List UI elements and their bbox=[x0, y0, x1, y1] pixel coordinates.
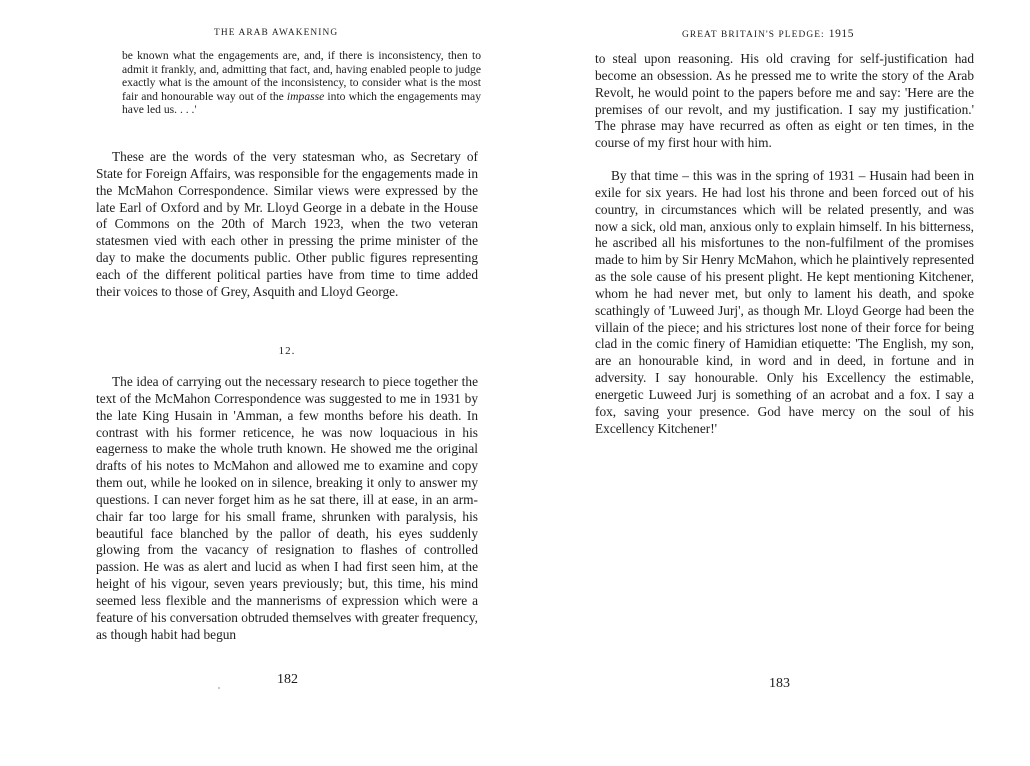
running-head-year: 1915 bbox=[828, 28, 855, 40]
body-paragraph: to steal upon reasoning. His old craving for self-justification had become an obsession. As he pressed me to write the story of the Arab Revolt, he would point to the papers before me and say: 'Here are the premises of our revolt, and my justification. I say my justification.' The phrase may have recurred as often as eight or ten times, in the course of my first hour with him. bbox=[595, 51, 974, 151]
print-speck bbox=[218, 687, 220, 689]
body-paragraph: The idea of carrying out the necessary research to piece together the text of the McMahon Correspondence was suggested to me in 1931 by the late King Husain in 'Amman, a few months before his death. In contrast with his former reticence, he was now loquacious in his eagerness to make the whole truth known. He showed me the original drafts of his notes to McMahon and allowed me to examine and copy them out, while he looked on in silence, breaking it only to answer my questions. I can never forget him as he sat there, ill at ease, in an arm-chair far too large for his small frame, shrunken with paralysis, his beautiful face blanched by the pallor of death, his eyes suddenly glowing from the vacancy of resignation to flashes of controlled passion. He was as alert and lucid as when I had first seen him, at the height of his vigour, seven years previously; but, this time, his mind seemed less flexible and the mannerisms of expression which were a feature of his conversation obtruded themselves with greater frequency, as though habit had begun bbox=[96, 374, 478, 642]
page-number: 182 bbox=[277, 672, 298, 687]
running-head: THE ARAB AWAKENING bbox=[214, 28, 339, 38]
page-number: 183 bbox=[769, 676, 790, 691]
block-quote: be known what the engagements are, and, if there is inconsistency, then to admit it frankly, and, admitting that fact, and, having enabled people to judge exactly what is the amount of the inconsistency, to consider what is the most fair and honourable way out of the impasse into which the engagements may have led us. . . .' bbox=[122, 49, 481, 117]
right-page bbox=[515, 0, 1030, 766]
running-head-title: GREAT BRITAIN'S PLEDGE: bbox=[682, 30, 825, 40]
italic-word: impasse bbox=[286, 89, 325, 103]
running-head bbox=[682, 28, 854, 40]
body-paragraph: By that time – this was in the spring of 1931 – Husain had been in exile for six years. He had lost his throne and been forced out of his country, in circumstances which will be related presently, and was now a sick, old man, anxious only to explain himself. In his bitterness, he ascribed all his misfortunes to the non-fulfilment of the promises made to him by Sir Henry McMahon, which he plaintively represented as the sole cause of his present plight. He kept mentioning Kitchener, whom he had never met, but only to lament his death, and spoke scathingly of 'Luweed Jurj', as though Mr. Lloyd George had been the villain of the piece; and his strictures lost none of their force for being clad in the comic finery of Hamidian etiquette: 'The English, my son, are an honourable kind, in word and in deed, in fortune and in adversity. I say honourable. Only his Excellency the estimable, energetic Luweed Jurj is something of an acrobat and a fox. I say a fox, saving your presence. God have mercy on the soul of his Excellency Kitchener!' bbox=[595, 168, 974, 436]
section-number: 12. bbox=[278, 345, 296, 357]
body-paragraph: These are the words of the very statesman who, as Secretary of State for Foreign Affairs, was responsible for the engagements made in the McMahon Correspondence. Similar views were expressed by the late Earl of Oxford and by Mr. Lloyd George in a debate in the House of Commons on the 20th of March 1923, when the two veteran statesmen vied with each other in pressing the prime minister of the day to make the documents public. Other public figures representing each of the different political parties have from time to time added their voices to those of Grey, Asquith and Lloyd George. bbox=[96, 149, 478, 299]
